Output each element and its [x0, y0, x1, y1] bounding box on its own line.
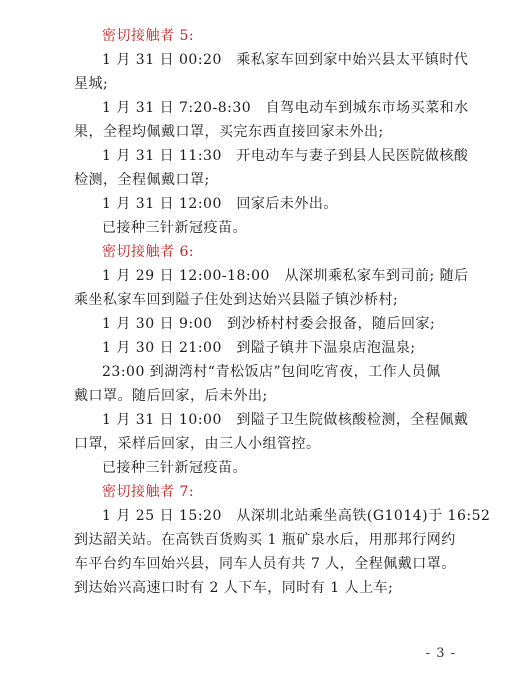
paragraph-line: 车平台约车回始兴县，同车人员有共 7 人，全程佩戴口罩。: [74, 556, 456, 572]
paragraph-line: 戴口罩。随后回家，后未外出;: [74, 388, 268, 404]
paragraph-line: 检测，全程佩戴口罩;: [74, 172, 210, 188]
paragraph-line: 到达韶关站。在高铁百货购买 1 瓶矿泉水后，用那邦行网约: [74, 532, 456, 548]
contact-heading: 密切接触者 7:: [102, 484, 195, 500]
paragraph-line: 1 月 31 日 00:20 乘私家车回到家中始兴县太平镇时代: [102, 52, 469, 68]
contact-heading: 密切接触者 5:: [102, 28, 195, 44]
paragraph-line: 果，全程均佩戴口罩，买完东西直接回家未外出;: [74, 124, 384, 140]
paragraph-line: 到达始兴高速口时有 2 人下车，同时有 1 人上车;: [74, 580, 394, 596]
paragraph-line: 23:00 到湖湾村“青松饭店”包间吃宵夜，工作人员佩: [102, 364, 441, 380]
document-body: [74, 24, 491, 600]
paragraph-line: 1 月 31 日 10:00 到隘子卫生院做核酸检测，全程佩戴: [102, 412, 469, 428]
paragraph-line: 已接种三针新冠疫苗。: [102, 460, 247, 476]
contact-section: [74, 240, 482, 480]
paragraph-line: 星城;: [74, 76, 109, 92]
paragraph-line: 1 月 29 日 12:00-18:00 从深圳乘私家车到司前; 随后: [102, 268, 469, 284]
paragraph-line: 口罩，采样后回家，由三人小组管控。: [74, 436, 321, 452]
paragraph-line: 乘坐私家车回到隘子住处到达始兴县隘子镇沙桥村;: [74, 292, 399, 308]
paragraph-line: 已接种三针新冠疫苗。: [102, 220, 247, 236]
contact-section: [74, 24, 482, 240]
page-number: - 3 -: [425, 646, 456, 661]
paragraph-line: 1 月 31 日 12:00 回家后未外出。: [102, 196, 338, 212]
paragraph-line: 1 月 31 日 7:20-8:30 自驾电动车到城东市场买菜和水: [102, 100, 469, 116]
paragraph-line: 1 月 31 日 11:30 开电动车与妻子到县人民医院做核酸: [102, 148, 469, 164]
paragraph-line: 1 月 30 日 9:00 到沙桥村村委会报备，随后回家;: [102, 316, 436, 332]
contact-heading: 密切接触者 6:: [102, 244, 195, 260]
contact-section: [74, 480, 491, 600]
paragraph-line: 1 月 25 日 15:20 从深圳北站乘坐高铁(G1014)于 16:52: [102, 508, 491, 524]
paragraph-line: 1 月 30 日 21:00 到隘子镇井下温泉店泡温泉;: [102, 340, 416, 356]
